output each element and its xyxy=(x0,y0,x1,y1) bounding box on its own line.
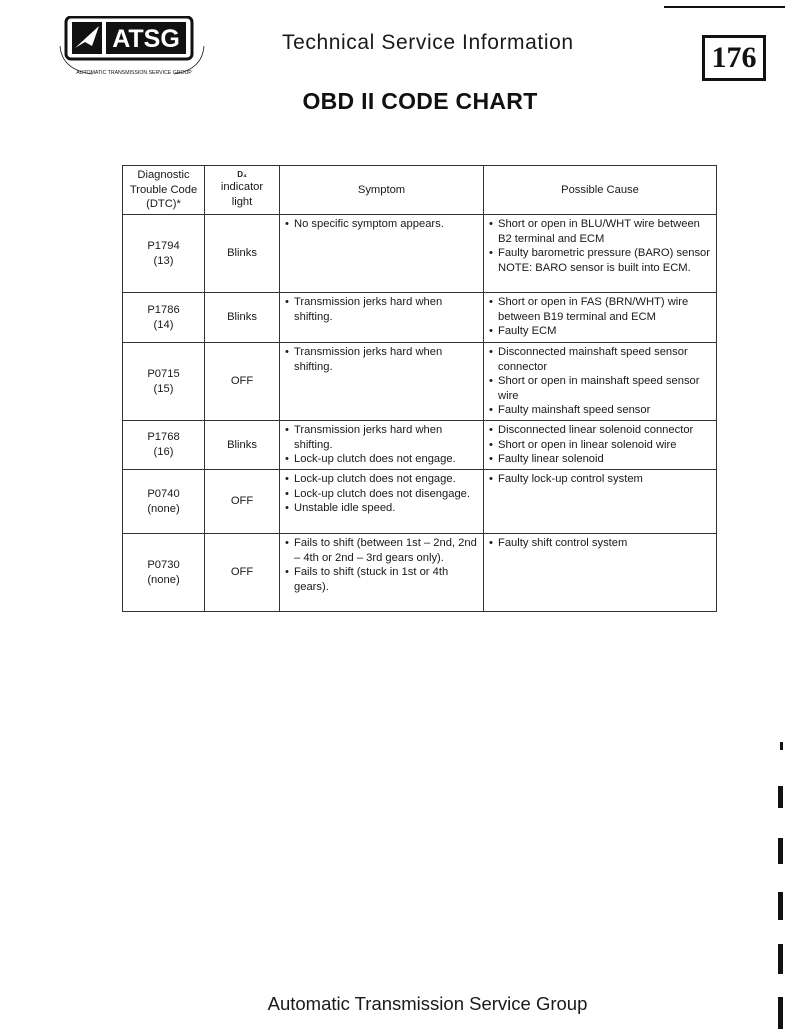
cause-item: • Short or open in FAS (BRN/WHT) wire between B19 terminal and ECM xyxy=(488,295,712,324)
table-row xyxy=(123,534,717,612)
corner-rule xyxy=(664,6,785,8)
cause-item: • Disconnected mainshaft speed sensor connector xyxy=(488,345,712,374)
indicator-header-line: light xyxy=(231,196,253,208)
logo-text: ATSG xyxy=(112,25,180,53)
possible-cause-cell xyxy=(484,343,717,421)
symptom-cell xyxy=(280,293,484,343)
symptom-cell xyxy=(280,470,484,534)
cause-item: • Faulty shift control system xyxy=(488,536,712,551)
indicator-light-cell: OFF xyxy=(205,534,280,612)
cause-list xyxy=(488,345,712,418)
table-row xyxy=(123,470,717,534)
column-header-possible-cause: Possible Cause xyxy=(484,166,717,215)
indicator-light-cell: OFF xyxy=(205,343,280,421)
cause-item: • Faulty lock-up control system xyxy=(488,472,712,487)
dtc-header-line: (DTC)* xyxy=(146,198,181,211)
page-header-title: Technical Service Information xyxy=(282,31,574,54)
cause-item: • Faulty ECM xyxy=(488,324,712,339)
symptom-item: • Lock-up clutch does not disengage. xyxy=(284,487,479,502)
cause-item: • Faulty barometric pressure (BARO) sensor xyxy=(488,246,712,261)
dtc-code: P1786 xyxy=(147,303,180,316)
symptom-cell xyxy=(280,215,484,293)
column-header-symptom: Symptom xyxy=(280,166,484,215)
table-header-row xyxy=(123,166,717,215)
symptom-list xyxy=(284,345,479,374)
dtc-cell xyxy=(123,421,205,470)
dtc-header-line: Diagnostic xyxy=(137,169,190,182)
indicator-light-cell: Blinks xyxy=(205,421,280,470)
symptom-item: • Lock-up clutch does not engage. xyxy=(284,472,479,487)
symptom-cell xyxy=(280,534,484,612)
indicator-header-line: indicator xyxy=(220,181,264,194)
cause-item: • Short or open in BLU/WHT wire between B2 terminal and ECM xyxy=(488,217,712,246)
cause-item: • Short or open in linear solenoid wire xyxy=(488,438,712,453)
logo-ring-text: AUTOMATIC TRANSMISSION SERVICE GROUP xyxy=(76,70,192,76)
symptom-cell xyxy=(280,343,484,421)
scan-edge-mark xyxy=(778,892,783,920)
symptom-item: • Transmission jerks hard when shifting. xyxy=(284,423,479,452)
symptom-item: • Lock-up clutch does not engage. xyxy=(284,452,479,467)
cause-list xyxy=(488,295,712,339)
dtc-code: P0740 xyxy=(147,487,180,500)
symptom-list xyxy=(284,536,479,594)
symptom-item: • Fails to shift (stuck in 1st or 4th gears). xyxy=(284,565,479,594)
column-header-dtc xyxy=(123,166,205,215)
dtc-blink-number: (14) xyxy=(153,318,174,331)
scan-edge-mark xyxy=(778,786,783,808)
symptom-item: • Transmission jerks hard when shifting. xyxy=(284,345,479,374)
dtc-blink-number: (16) xyxy=(153,446,174,458)
dtc-code: P1768 xyxy=(147,431,180,444)
column-header-indicator-light xyxy=(205,166,280,215)
cause-note: NOTE: BARO sensor is built into ECM. xyxy=(498,261,691,274)
indicator-light-cell: OFF xyxy=(205,470,280,534)
page-footer: Automatic Transmission Service Group xyxy=(267,993,588,1014)
possible-cause-cell xyxy=(484,470,717,534)
dtc-cell xyxy=(123,470,205,534)
page-number: 176 xyxy=(702,35,766,81)
scan-edge-mark xyxy=(780,742,783,750)
cause-list xyxy=(488,423,712,467)
symptom-item: • Fails to shift (between 1st – 2nd, 2nd – 4th or 2nd – 3rd gears only). xyxy=(284,536,479,565)
cause-list xyxy=(488,472,712,487)
possible-cause-cell xyxy=(484,293,717,343)
scan-edge-mark xyxy=(778,944,783,974)
indicator-header-line: D₄ xyxy=(237,170,247,180)
table-row xyxy=(123,293,717,343)
possible-cause-cell xyxy=(484,215,717,293)
cause-item: • Faulty mainshaft speed sensor xyxy=(488,403,712,418)
symptom-list xyxy=(284,423,479,467)
dtc-code: P0730 xyxy=(147,558,180,571)
atsg-logo xyxy=(52,16,212,80)
dtc-code: P1794 xyxy=(147,239,180,252)
dtc-blink-number: (none) xyxy=(147,502,180,515)
dtc-cell xyxy=(123,293,205,343)
chart-title: OBD II CODE CHART xyxy=(302,88,538,114)
symptom-list xyxy=(284,472,479,516)
dtc-blink-number: (13) xyxy=(153,254,174,267)
dtc-blink-number: (15) xyxy=(153,382,174,395)
cause-list xyxy=(488,217,712,261)
cause-list xyxy=(488,536,712,551)
dtc-cell xyxy=(123,215,205,293)
indicator-light-cell: Blinks xyxy=(205,215,280,293)
symptom-item: • Transmission jerks hard when shifting. xyxy=(284,295,479,324)
table-row xyxy=(123,215,717,293)
dtc-cell xyxy=(123,343,205,421)
table-row xyxy=(123,343,717,421)
dtc-blink-number: (none) xyxy=(147,573,180,586)
table-row xyxy=(123,421,717,470)
possible-cause-cell xyxy=(484,534,717,612)
obd-code-table xyxy=(122,165,717,612)
dtc-cell xyxy=(123,534,205,612)
cause-item: • Faulty linear solenoid xyxy=(488,452,712,467)
possible-cause-cell xyxy=(484,421,717,470)
indicator-light-cell: Blinks xyxy=(205,293,280,343)
cause-item: • Short or open in mainshaft speed sensor wire xyxy=(488,374,712,403)
scan-edge-mark xyxy=(778,838,783,864)
symptom-cell xyxy=(280,421,484,470)
symptom-item: • No specific symptom appears. xyxy=(284,217,479,232)
cause-item: • Disconnected linear solenoid connector xyxy=(488,423,712,438)
symptom-item: • Unstable idle speed. xyxy=(284,501,479,516)
symptom-list xyxy=(284,217,479,232)
symptom-list xyxy=(284,295,479,324)
dtc-header-line: Trouble Code xyxy=(129,183,198,196)
dtc-code: P0715 xyxy=(147,367,180,380)
